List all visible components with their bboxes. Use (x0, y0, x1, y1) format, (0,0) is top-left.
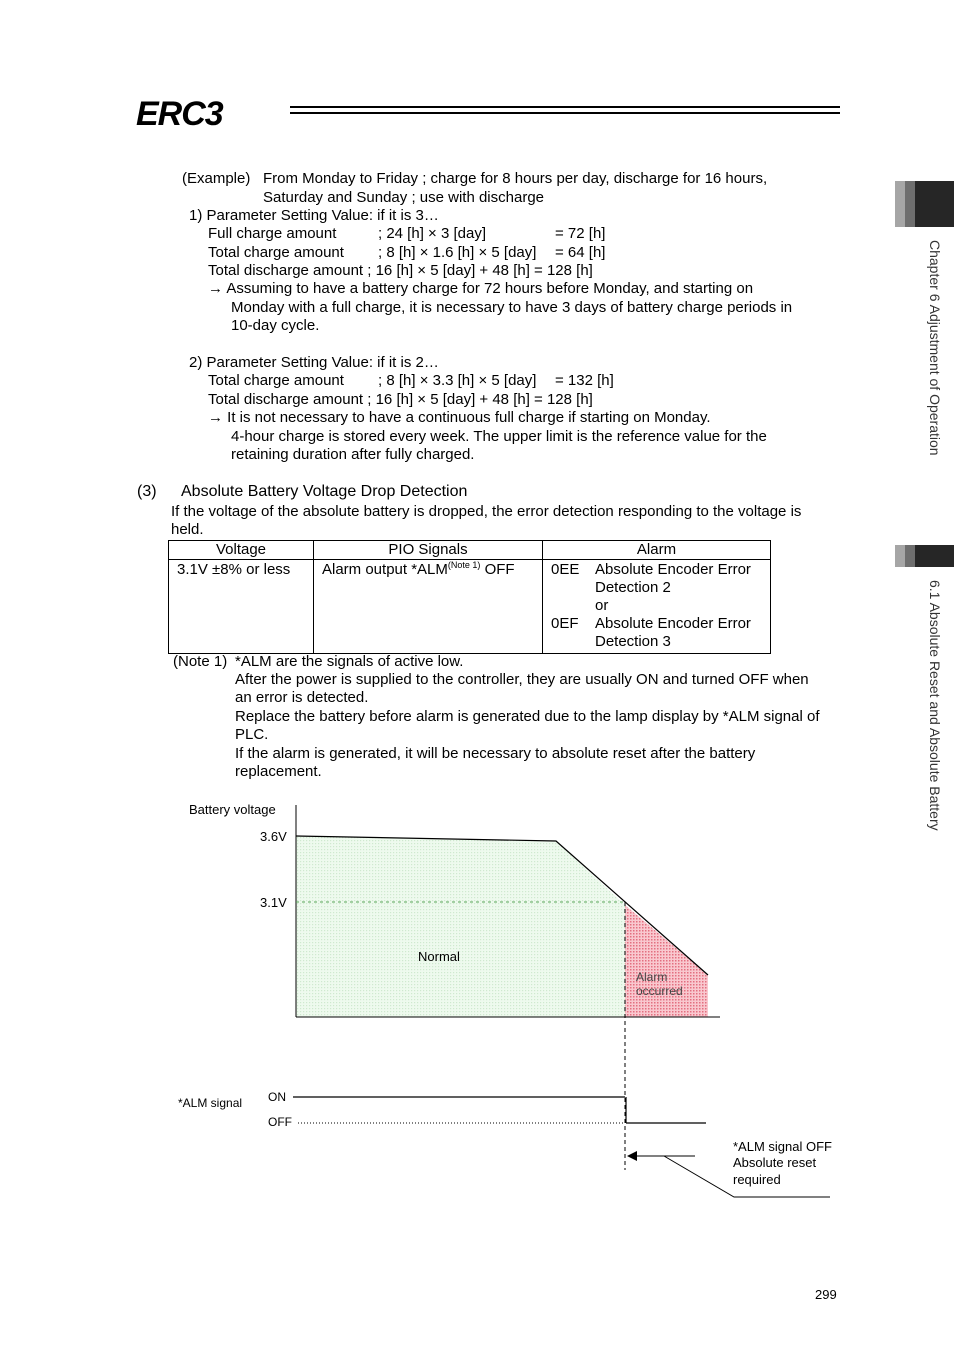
normal-label: Normal (418, 949, 460, 964)
alarm-name-1a: Absolute Encoder Error (595, 561, 751, 578)
note-line-5: PLC. (235, 726, 269, 743)
section3-intro-2: held. (171, 521, 204, 538)
normal-region (296, 836, 625, 1017)
alarm-code-0ef: 0EF (551, 615, 579, 632)
case2-row1-label: Total charge amount (208, 372, 344, 389)
example-line-1: From Monday to Friday ; charge for 8 hours per day, discharge for 16 hours, (263, 170, 768, 187)
case1-arrow-line-2: Monday with a full charge, it is necessary to have 3 days of battery charge periods in (231, 299, 793, 316)
case1-heading: 1) Parameter Setting Value: if it is 3… (189, 207, 439, 224)
alarm-name-1b: Detection 2 (595, 579, 671, 596)
section3-number: (3) (137, 483, 157, 500)
note-line-1: *ALM are the signals of active low. (235, 653, 464, 670)
chapter-tab-label: Chapter 6 Adjustment of Operation (927, 240, 943, 456)
pio-note-ref: (Note 1) (447, 560, 481, 570)
case1-row1-result: = 72 [h] (555, 225, 606, 242)
case1-arrow-line-3: 10-day cycle. (231, 317, 320, 334)
voltage-high-label: 3.6V (260, 829, 287, 844)
case2-arrow-line-1: → It is not necessary to have a continuous full charge if starting on Monday. (208, 409, 711, 426)
example-label: (Example) (182, 170, 251, 187)
case1-row2-result: = 64 [h] (555, 244, 606, 261)
case1-arrow-line-1: → Assuming to have a battery charge for 72 hours before Monday, and starting on (208, 280, 754, 297)
pio-suffix: OFF (480, 561, 515, 578)
off-label: OFF (268, 1115, 292, 1129)
alarm-or: or (595, 597, 609, 614)
alarm-name-2a: Absolute Encoder Error (595, 615, 751, 632)
example-line-2: Saturday and Sunday ; use with discharge (263, 189, 545, 206)
alarm-label-2: occurred (636, 984, 683, 998)
note-line-7: replacement. (235, 763, 322, 780)
table-header-alarm: Alarm (543, 541, 771, 560)
note-line-3: an error is detected. (235, 689, 369, 706)
callout-line-1: *ALM signal OFF (733, 1139, 832, 1154)
case1-row1-calc: ; 24 [h] × 3 [day] (378, 225, 486, 242)
table-header-voltage: Voltage (169, 541, 314, 560)
y-axis-label: Battery voltage (189, 802, 276, 817)
section3-title: Absolute Battery Voltage Drop Detection (181, 483, 468, 500)
voltage-low-label: 3.1V (260, 895, 287, 910)
case1-row2-calc: ; 8 [h] × 1.6 [h] × 5 [day] (378, 244, 537, 261)
case1-row1-label: Full charge amount (208, 225, 337, 242)
section-tab-label: 6.1 Absolute Reset and Absolute Battery (927, 580, 943, 831)
page-number: 299 (815, 1287, 837, 1302)
alarm-label-1: Alarm (636, 970, 668, 984)
case1-row2-label: Total charge amount (208, 244, 344, 261)
callout-line-2: Absolute reset (733, 1155, 817, 1170)
alm-signal-label: *ALM signal (178, 1096, 243, 1110)
case1-row3: Total discharge amount ; 16 [h] × 5 [day] + 48 [h] = 128 [h] (208, 262, 593, 279)
case2-arrow-line-2: 4-hour charge is stored every week. The upper limit is the reference value for the (231, 428, 767, 445)
callout-arrow-head (627, 1151, 637, 1161)
note-line-4: Replace the battery before alarm is generated due to the lamp display by *ALM signal of (235, 708, 820, 725)
case2-arrow-line-3: retaining duration after fully charged. (231, 446, 475, 463)
cell-voltage: 3.1V ±8% or less (169, 560, 314, 654)
alarm-code-0ee: 0EE (551, 561, 580, 578)
section3-intro-1: If the voltage of the absolute battery is dropped, the error detection responding to the voltage is (171, 503, 802, 520)
case2-heading: 2) Parameter Setting Value: if it is 2… (189, 354, 439, 371)
note-line-6: If the alarm is generated, it will be necessary to absolute reset after the battery (235, 745, 756, 762)
alarm-region (625, 905, 708, 1017)
logo-text: ERC3 (136, 95, 223, 132)
case2-row1-calc: ; 8 [h] × 3.3 [h] × 5 [day] (378, 372, 537, 389)
alarm-name-2b: Detection 3 (595, 633, 671, 650)
case2-row2: Total discharge amount ; 16 [h] × 5 [day] + 48 [h] = 128 [h] (208, 391, 593, 408)
on-label: ON (268, 1090, 286, 1104)
note-line-2: After the power is supplied to the controller, they are usually ON and turned OFF when (235, 671, 809, 688)
table-header-pio: PIO Signals (314, 541, 543, 560)
case2-row1-result: = 132 [h] (555, 372, 614, 389)
note-label: (Note 1) (173, 653, 228, 670)
callout-line-3: required (733, 1172, 781, 1187)
pio-prefix: Alarm output *ALM (322, 561, 448, 578)
